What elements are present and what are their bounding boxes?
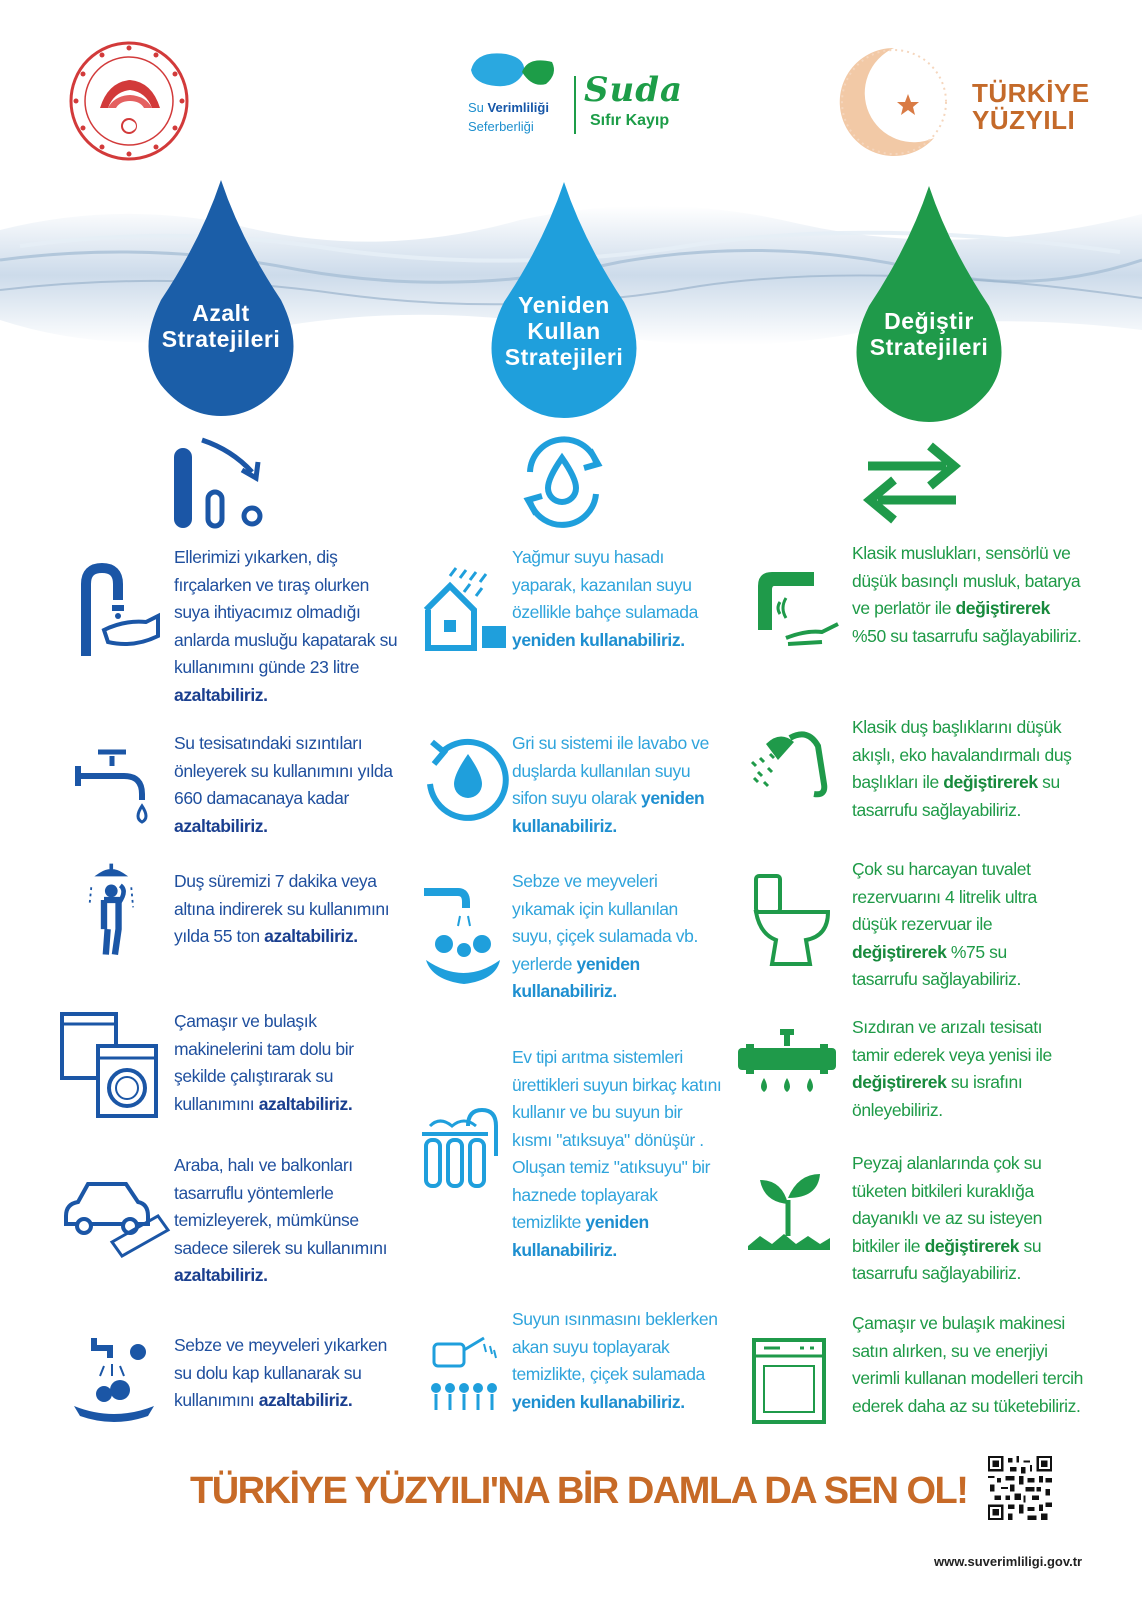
leaking-pipe-icon	[734, 1028, 840, 1100]
drop-azalt-title: Azalt Stratejileri	[161, 300, 281, 352]
grey-water-cycle-icon	[416, 728, 516, 828]
center-logo-text: Su Verimliliği Seferberliği	[468, 100, 549, 134]
turkiye-yuzyili-text: TÜRKİYE YÜZYILI	[972, 78, 1090, 135]
yeniden-item-3-text: Sebze ve meyveleri yıkamak için kullanılan suyu, çiçek sulamada vb. yerlerde yeniden kullanabiliriz.	[512, 871, 698, 1001]
sifir-kayip-tagline: Sıfır Kayıp	[590, 112, 670, 129]
ministry-seal-logo	[68, 40, 190, 162]
drop-degistir	[849, 186, 1009, 436]
green-drop-icon	[849, 186, 1009, 422]
water-filter-icon	[418, 1106, 508, 1192]
turkiye-yuzyili-logo	[848, 44, 1108, 164]
dripping-tap-icon	[72, 736, 172, 836]
water-drop-logo-icon	[466, 48, 566, 98]
degistir-item-4-text: Sızdıran ve arızalı tesisatı tamir ederek veya yenisi ile değiştirerek su israfını önleyebiliriz.	[852, 1017, 1052, 1120]
suda-brand: Suda	[584, 70, 684, 110]
watering-can-icon	[428, 1330, 508, 1414]
azalt-item-4-text: Çamaşır ve bulaşık makinelerini tam dolu bir şekilde çalıştırarak su kullanımını azaltabiliriz.	[174, 1011, 354, 1114]
website-link[interactable]: www.suverimliligi.gov.tr	[934, 1554, 1083, 1569]
qr-code-icon[interactable]	[988, 1456, 1052, 1520]
shower-person-icon	[74, 860, 174, 960]
suda-sifir-kayip-logo	[466, 48, 696, 138]
rain-harvest-house-icon	[420, 556, 520, 656]
shower-head-icon	[746, 720, 836, 810]
footer-slogan: TÜRKİYE YÜZYILI'NA BİR DAMLA DA SEN OL!	[190, 1470, 968, 1512]
azalt-item-5-text: Araba, halı ve balkonları tasarruflu yöntemlerle temizleyerek, mümkünse sadece silerek su kullanımını azaltabiliriz.	[174, 1155, 388, 1285]
vegetable-bowl-icon	[420, 880, 506, 990]
degistir-item-5-text: Peyzaj alanlarında çok su tüketen bitkileri kuraklığa dayanıklı ve az su isteyen bitkiler ile değiştirerek su tasarrufu sağlayabiliriz.	[852, 1153, 1042, 1283]
swap-arrows-icon	[860, 436, 964, 528]
dishwasher-icon	[750, 1336, 828, 1426]
yeniden-item-2-text: Gri su sistemi ile lavabo ve duşlarda kullanılan suyu sifon suyu olarak yeniden kullanabiliriz.	[512, 733, 709, 836]
plant-sprout-icon	[744, 1166, 834, 1252]
recycle-drop-icon	[510, 432, 614, 532]
drop-yeniden-title: Yeniden Kullan Stratejileri	[504, 292, 624, 370]
crescent-star-icon	[834, 42, 954, 162]
azalt-item-2-text: Su tesisatındaki sızıntıları önleyerek su kullanımını yılda 660 damacanaya kadar azaltabiliriz.	[174, 733, 393, 836]
azalt-item-1-text: Ellerimizi yıkarken, diş fırçalarken ve tıraş olurken suya ihtiyacımız olmadığı anlarda musluğu kapatarak su kullanımını günde 23 litre azaltabiliriz.	[174, 547, 398, 705]
washing-fruit-icon	[70, 1334, 160, 1424]
degistir-item-1-text: Klasik muslukları, sensörlü ve düşük basınçlı musluk, batarya ve perlatör ile değiştirerek %50 su tasarrufu sağlayabiliriz.	[852, 543, 1082, 646]
azalt-item-6-text: Sebze ve meyveleri yıkarken su dolu kap kullanarak su kullanımını azaltabiliriz.	[174, 1335, 387, 1410]
drop-degistir-title: Değiştir Stratejileri	[869, 308, 989, 360]
decrease-level-icon	[170, 436, 270, 532]
azalt-item-3-text: Duş süremizi 7 dakika veya altına indirerek su kullanımını yılda 55 ton azaltabiliriz.	[174, 871, 390, 946]
toilet-icon	[750, 872, 834, 968]
logo-divider	[574, 76, 576, 134]
yeniden-item-4-text: Ev tipi arıtma sistemleri ürettikleri suyun birkaç katını kullanır ve bu suyun bir kısmı "atıksuya" dönüşür . Oluşan temiz "atıksuyu" bir haznede toplayarak temizlikte yeniden kullanabiliriz.	[512, 1047, 722, 1260]
degistir-item-2-text: Klasik duş başlıklarını düşük akışlı, eko havalandırmalı duş başlıkları ile değiştirerek su tasarrufu sağlayabiliriz.	[852, 717, 1072, 820]
drop-yeniden	[484, 182, 644, 432]
yeniden-item-1-text: Yağmur suyu hasadı yaparak, kazanılan suyu özellikle bahçe sulamada yeniden kullanabiliriz.	[512, 547, 698, 650]
degistir-item-6-text: Çamaşır ve bulaşık makinesi satın alırken, su ve enerjiyi verimli kullanan modelleri tercih ederek daha az su tüketebiliriz.	[852, 1313, 1083, 1416]
washing-machines-icon	[58, 1010, 162, 1120]
sensor-faucet-icon	[752, 566, 844, 656]
faucet-hands-icon	[74, 560, 174, 660]
blue-drop-icon	[141, 180, 301, 416]
car-carpet-icon	[62, 1176, 172, 1266]
yeniden-item-5-text: Suyun ısınmasını beklerken akan suyu toplayarak temizlikte, çiçek sulamada yeniden kullanabiliriz.	[512, 1309, 718, 1412]
drop-azalt	[141, 180, 301, 430]
degistir-item-3-text: Çok su harcayan tuvalet rezervuarını 4 litrelik ultra düşük rezervuar ile değiştirerek %75 su tasarrufu sağlayabiliriz.	[852, 859, 1037, 989]
ministry-seal-icon	[68, 40, 190, 162]
